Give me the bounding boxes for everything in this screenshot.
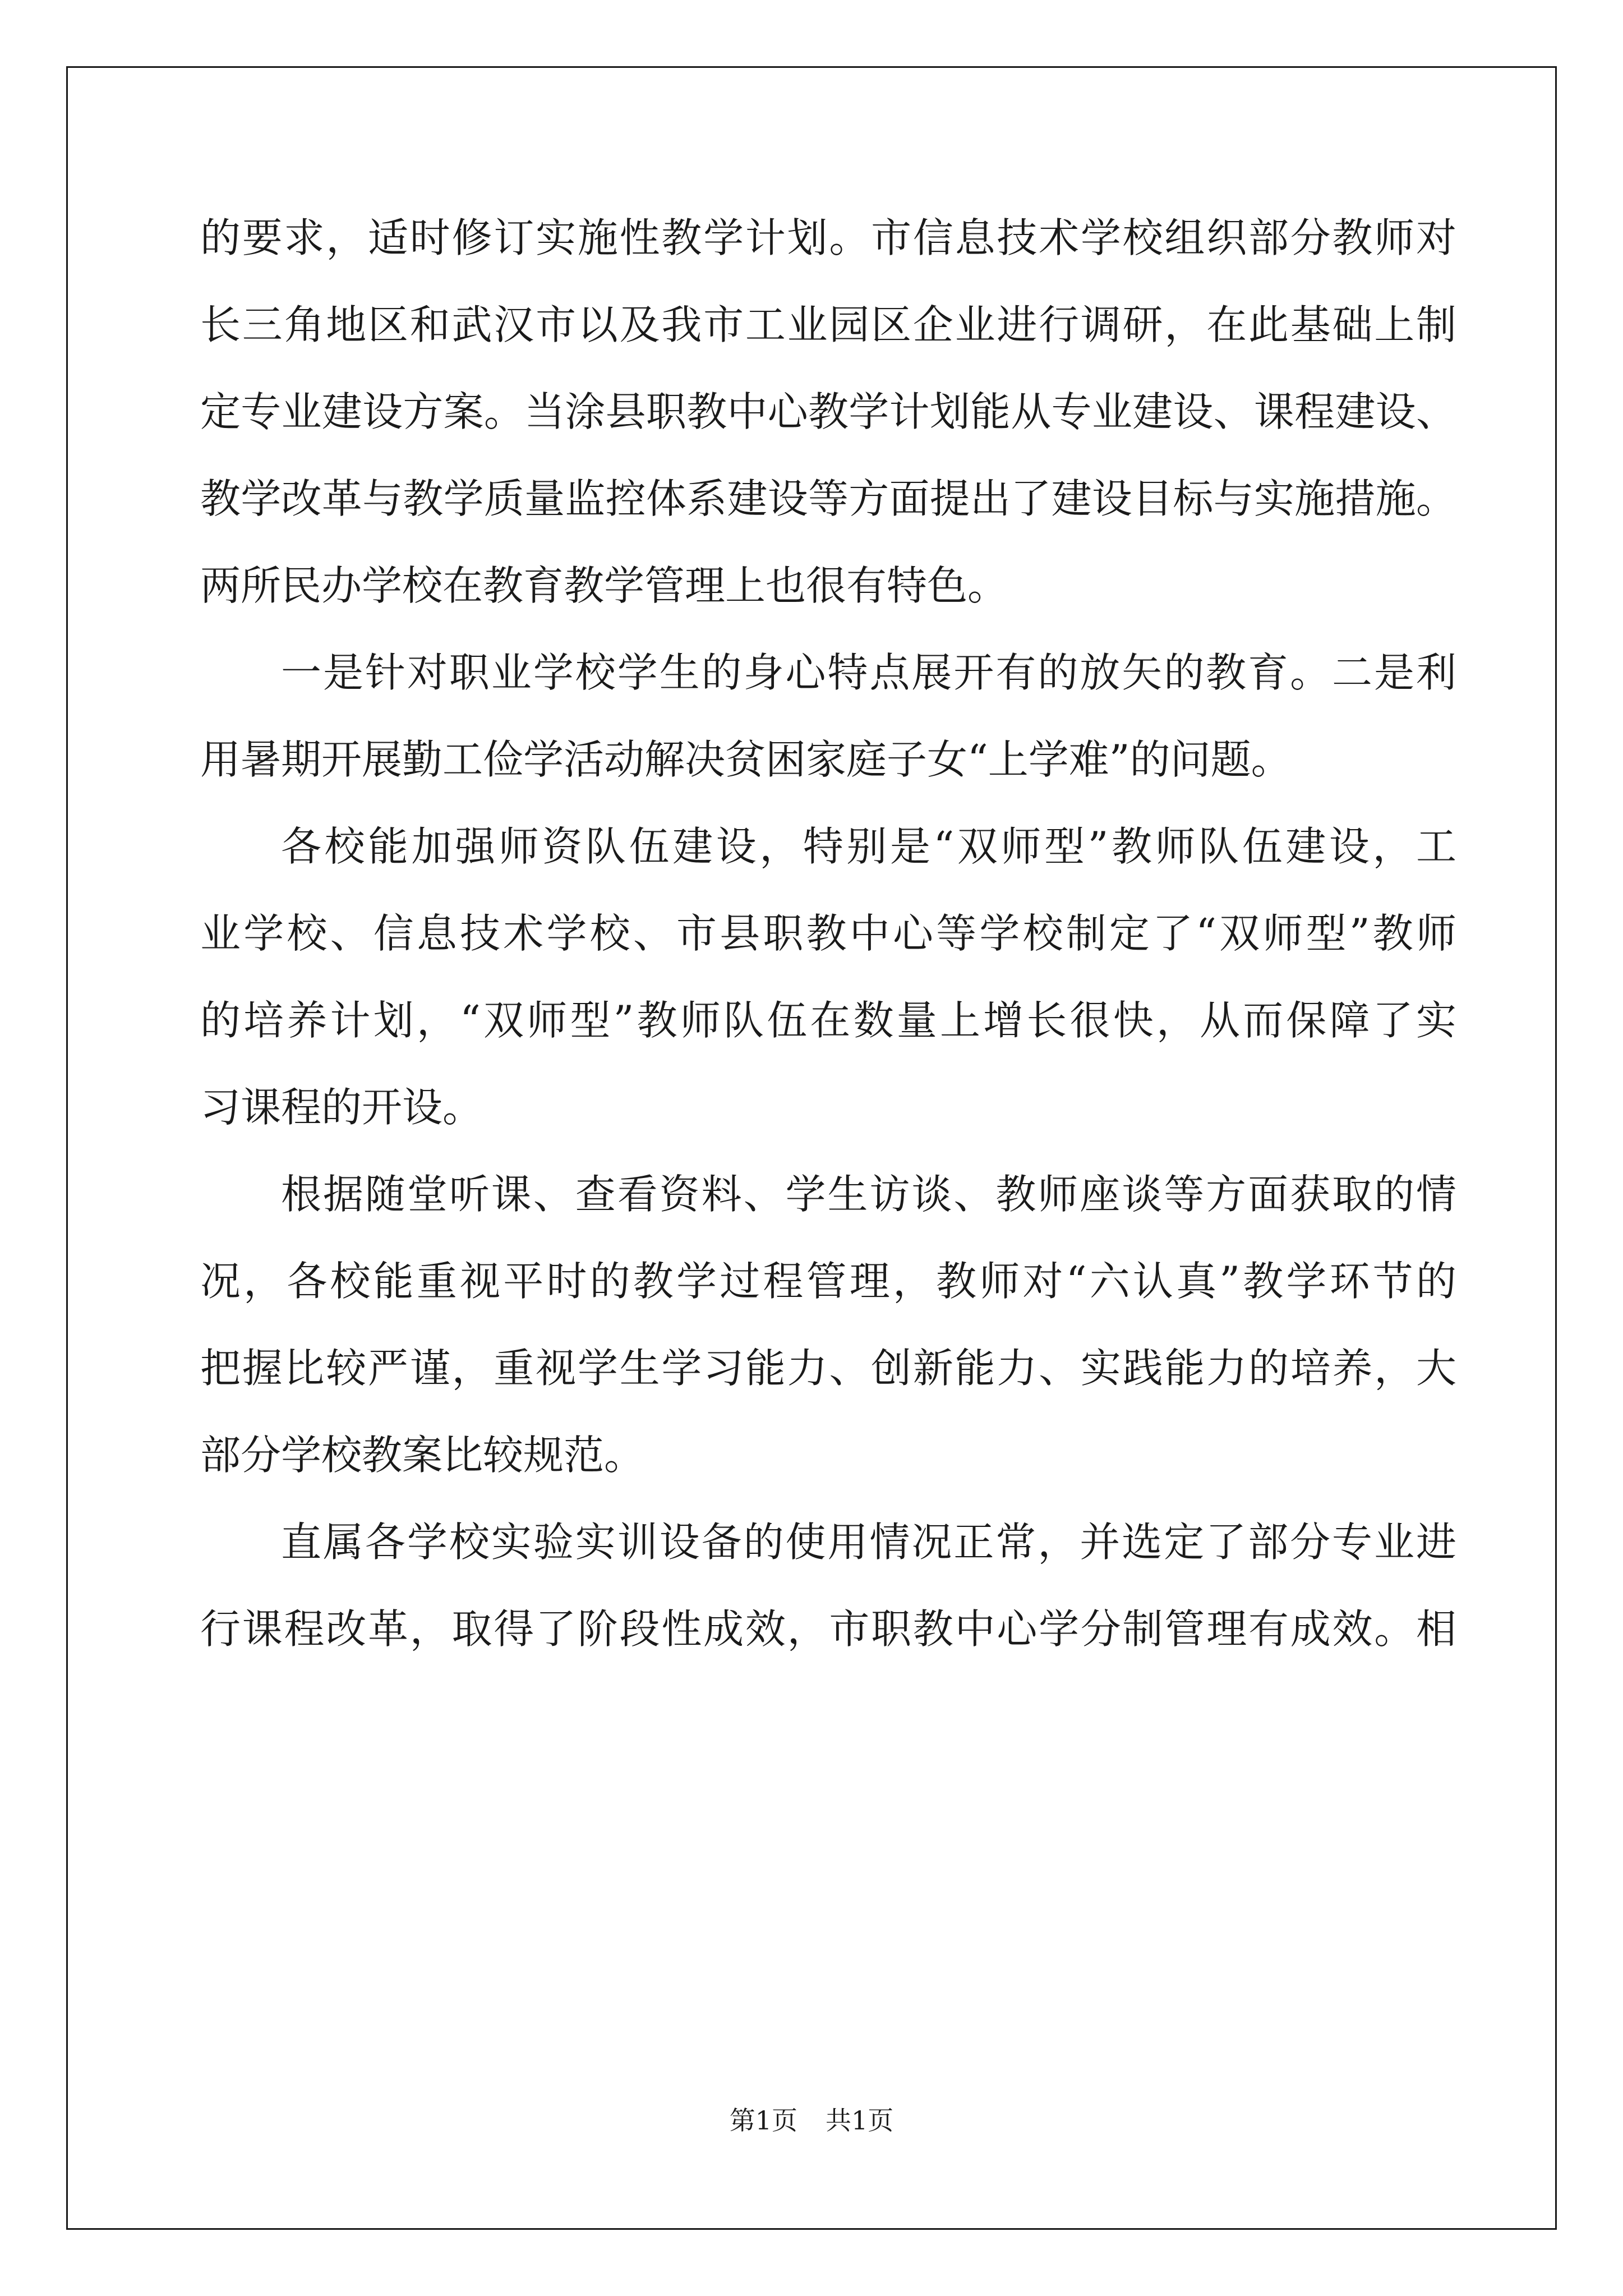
paragraph-first-line: 一是针对职业学校学生的身心特点展开有的放矢的教育。二是利 <box>281 649 1456 696</box>
text-line: 的要求，适时修订实施性教学计划。市信息技术学校组织部分教师对 <box>200 214 1456 261</box>
text-line: 习课程的开设。 <box>200 1084 483 1131</box>
page-footer <box>0 2105 1623 2136</box>
paragraph-first-line: 根据随堂听课、查看资料、学生访谈、教师座谈等方面获取的情 <box>281 1171 1456 1218</box>
text-line: 用暑期开展勤工俭学活动解决贫困家庭子女“上学难”的问题。 <box>200 736 1292 783</box>
paragraph-first-line: 各校能加强师资队伍建设，特别是“双师型”教师队伍建设，工 <box>281 823 1456 870</box>
paragraph-first-line: 直属各学校实验实训设备的使用情况正常，并选定了部分专业进 <box>281 1519 1456 1566</box>
text-line: 业学校、信息技术学校、市县职教中心等学校制定了“双师型”教师 <box>200 910 1456 957</box>
text-line: 部分学校教案比较规范。 <box>200 1432 645 1479</box>
text-line: 两所民办学校在教育教学管理上也很有特色。 <box>200 562 1008 609</box>
text-line: 行课程改革，取得了阶段性成效，市职教中心学分制管理有成效。相 <box>200 1605 1456 1653</box>
text-line: 的培养计划，“双师型”教师队伍在数量上增长很快，从而保障了实 <box>200 997 1456 1044</box>
text-line: 把握比较严谨，重视学生学习能力、创新能力、实践能力的培养，大 <box>200 1345 1456 1392</box>
text-line: 教学改革与教学质量监控体系建设等方面提出了建设目标与实施措施。 <box>200 475 1456 522</box>
text-line: 况，各校能重视平时的教学过程管理，教师对“六认真”教学环节的 <box>200 1258 1456 1305</box>
page-number-current: 第1页 <box>729 2105 797 2136</box>
page-number-total: 共1页 <box>826 2105 894 2136</box>
text-line: 长三角地区和武汉市以及我市工业园区企业进行调研，在此基础上制 <box>200 301 1456 348</box>
document-body <box>200 214 1456 1696</box>
text-line: 定专业建设方案。当涂县职教中心教学计划能从专业建设、课程建设、 <box>200 388 1456 435</box>
